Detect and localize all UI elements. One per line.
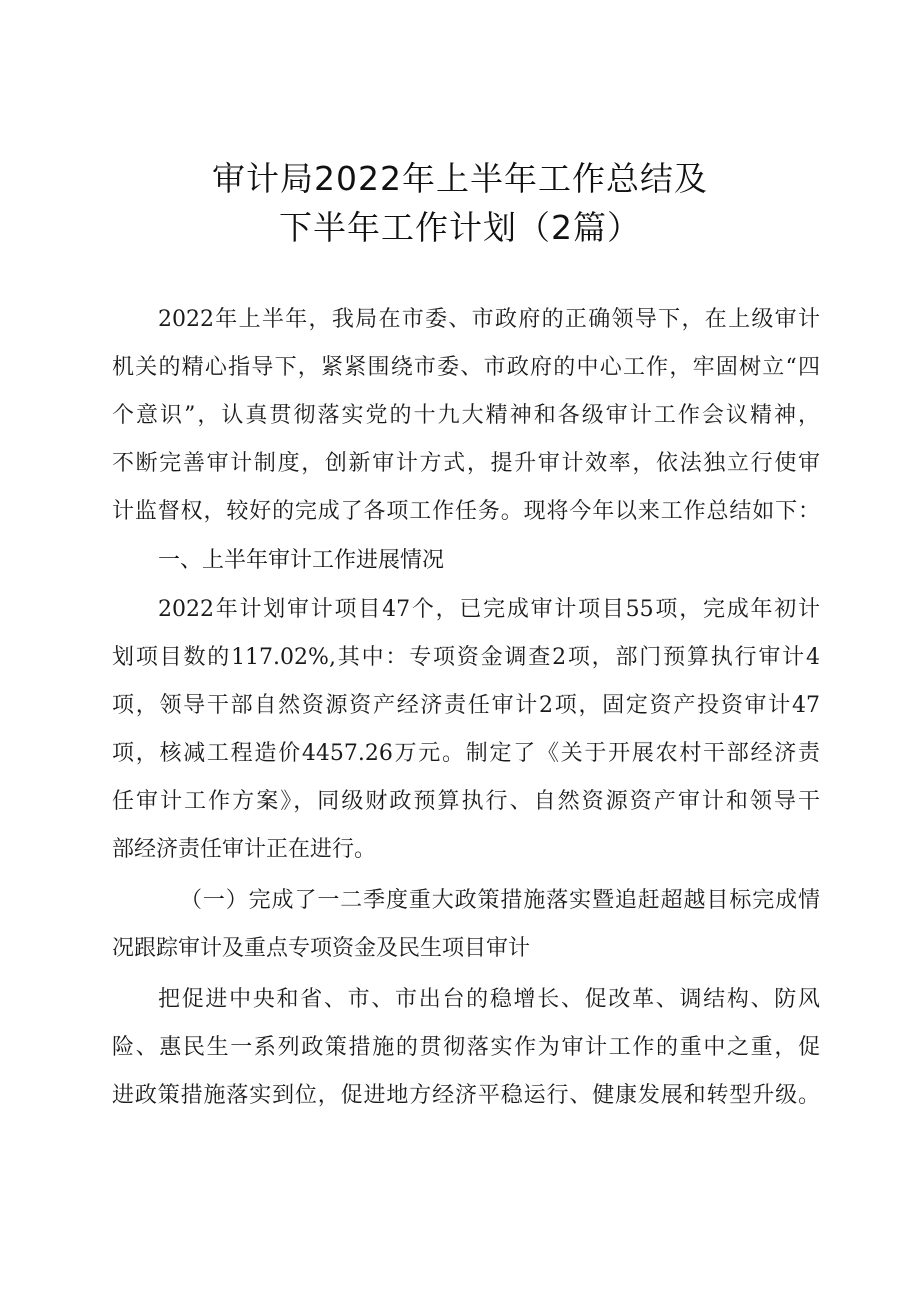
intro-line: 个意识”，认真贯彻落实党的十九大精神和各级审计工作会议精神， bbox=[112, 403, 820, 428]
intro-line: 2022年上半年，我局在市委、市政府的正确领导下，在上级审计 bbox=[158, 307, 820, 332]
section-paragraph-line: 部经济责任审计正在进行。 bbox=[112, 837, 377, 862]
subsection-heading-line: 况跟踪审计及重点专项资金及民生项目审计 bbox=[112, 936, 531, 961]
section-paragraph-line: 任审计工作方案》，同级财政预算执行、自然资源资产审计和领导干 bbox=[112, 789, 820, 814]
section-paragraph-line: 项，核减工程造价4457.26万元。制定了《关于开展农村干部经济责 bbox=[112, 741, 820, 766]
subsection-paragraph-line: 险、惠民生一系列政策措施的贯彻落实作为审计工作的重中之重，促 bbox=[112, 1035, 820, 1060]
section-heading: 一、上半年审计工作进展情况 bbox=[158, 548, 445, 573]
document-title-line-2: 下半年工作计划（2篇） bbox=[279, 208, 641, 247]
document-title-line-1: 审计局2022年上半年工作总结及 bbox=[212, 159, 708, 198]
subsection-paragraph-line: 进政策措施落实到位，促进地方经济平稳运行、健康发展和转型升级。 bbox=[112, 1083, 820, 1108]
intro-line: 计监督权，较好的完成了各项工作任务。现将今年以来工作总结如下： bbox=[112, 499, 820, 524]
intro-line: 不断完善审计制度，创新审计方式，提升审计效率，依法独立行使审 bbox=[112, 451, 820, 476]
subsection-paragraph-line: 把促进中央和省、市、市出台的稳增长、促改革、调结构、防风 bbox=[158, 987, 820, 1012]
subsection-heading-line: （一）完成了一二季度重大政策措施落实暨追赶超越目标完成情 bbox=[180, 888, 820, 913]
section-paragraph-line: 2022年计划审计项目47个，已完成审计项目55项，完成年初计 bbox=[158, 597, 820, 622]
section-paragraph-line: 项，领导干部自然资源资产经济责任审计2项，固定资产投资审计47 bbox=[112, 693, 820, 718]
intro-line: 机关的精心指导下，紧紧围绕市委、市政府的中心工作，牢固树立“四 bbox=[112, 355, 820, 380]
section-paragraph-line: 划项目数的117.02%,其中：专项资金调查2项，部门预算执行审计4 bbox=[112, 645, 820, 670]
